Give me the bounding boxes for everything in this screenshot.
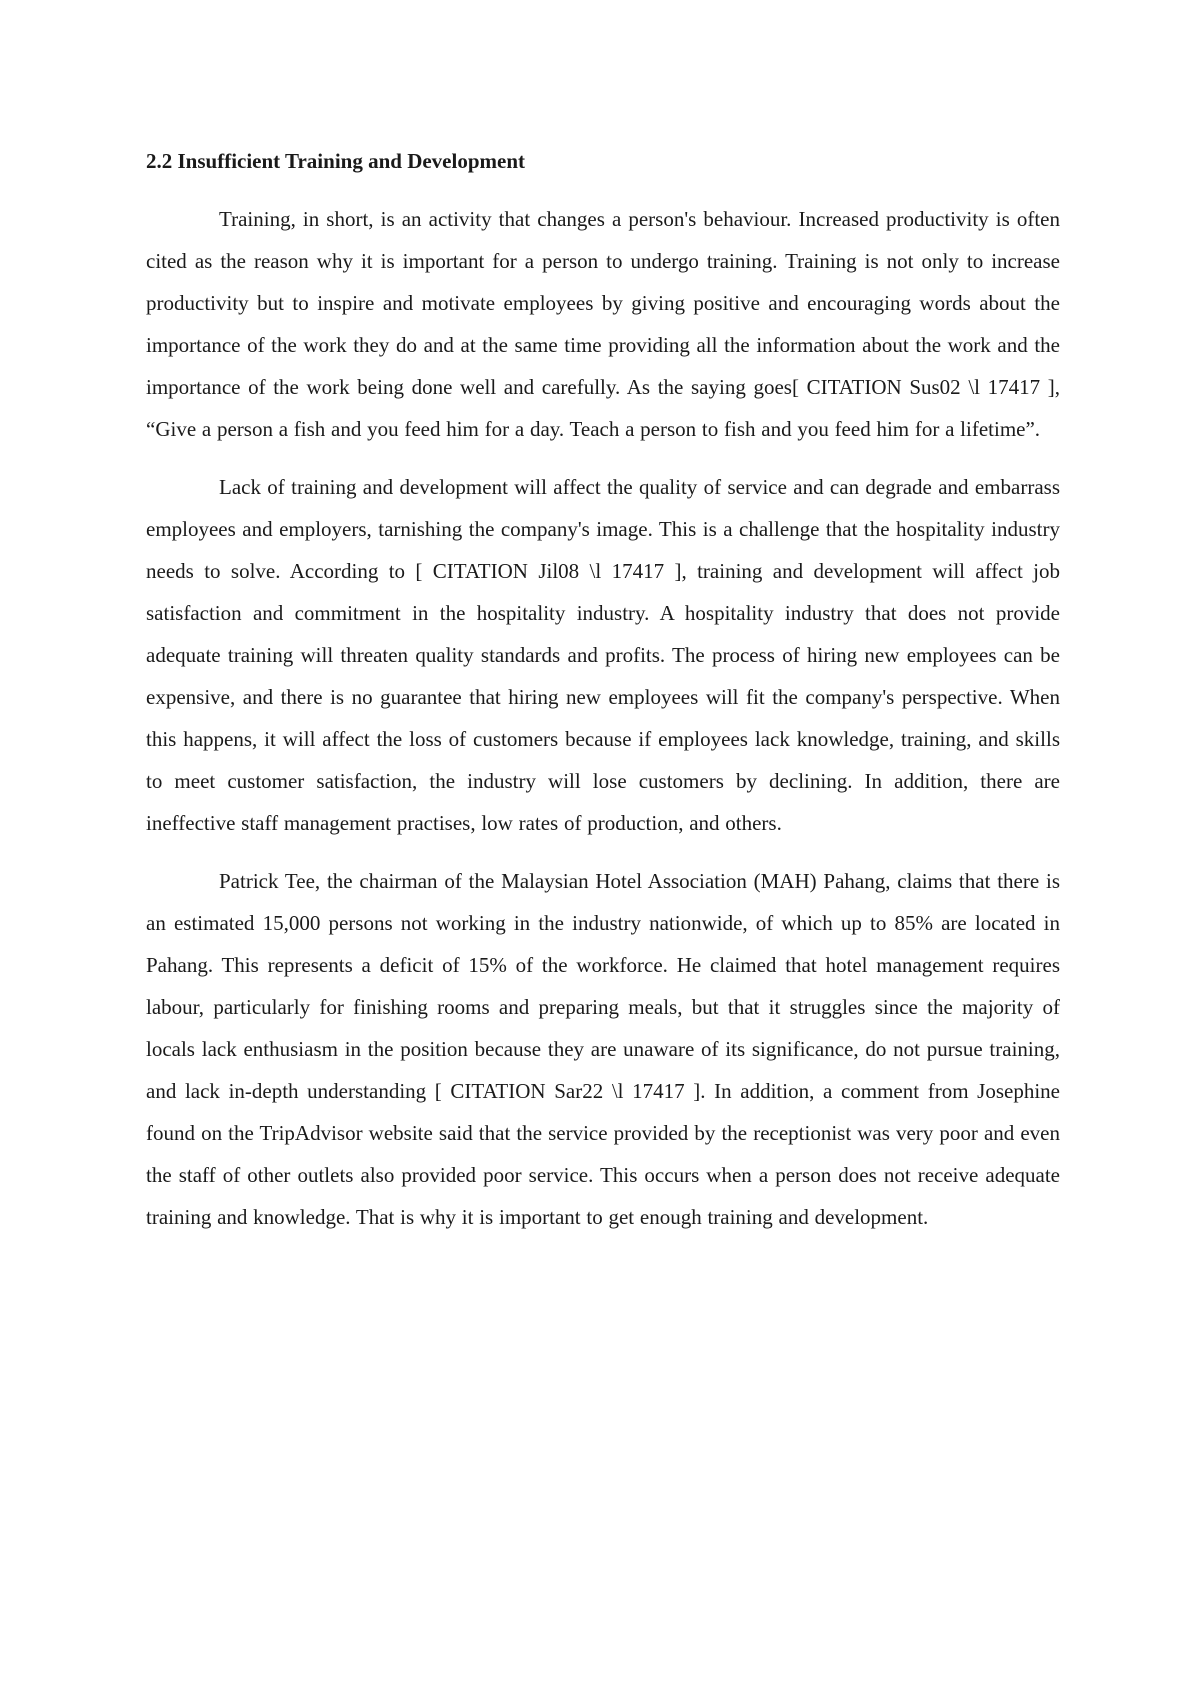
paragraph-1: Training, in short, is an activity that changes a person's behaviour. Increased productivity is often cited as the reason why it is important for a person to undergo training. Training is not only to increase productivity but to inspire and motivate employees by giving positive and encouraging words about the importance of the work they do and at the same time providing all the information about the work and the importance of the work being done well and carefully. As the saying goes[ CITATION Sus02 \l 17417 ], “Give a person a fish and you feed him for a day. Teach a person to fish and you feed him for a lifetime”. xyxy=(146,207,1060,441)
paragraph-2: Lack of training and development will affect the quality of service and can degrade and embarrass employees and employers, tarnishing the company's image. This is a challenge that the hospitality industry needs to solve. According to [ CITATION Jil08 \l 17417 ], training and development will affect job satisfaction and commitment in the hospitality industry. A hospitality industry that does not provide adequate training will threaten quality standards and profits. The process of hiring new employees can be expensive, and there is no guarantee that hiring new employees will fit the company's perspective. When this happens, it will affect the loss of customers because if employees lack knowledge, training, and skills to meet customer satisfaction, the industry will lose customers by declining. In addition, there are ineffective staff management practises, low rates of production, and others. xyxy=(146,475,1060,835)
paragraph-3: Patrick Tee, the chairman of the Malaysian Hotel Association (MAH) Pahang, claims that there is an estimated 15,000 persons not working in the industry nationwide, of which up to 85% are located in Pahang. This represents a deficit of 15% of the workforce. He claimed that hotel management requires labour, particularly for finishing rooms and preparing meals, but that it struggles since the majority of locals lack enthusiasm in the position because they are unaware of its significance, do not pursue training, and lack in-depth understanding [ CITATION Sar22 \l 17417 ]. In addition, a comment from Josephine found on the TripAdvisor website said that the service provided by the receptionist was very poor and even the staff of other outlets also provided poor service. This occurs when a person does not receive adequate training and knowledge. That is why it is important to get enough training and development. xyxy=(146,869,1060,1229)
section-heading: 2.2 Insufficient Training and Development xyxy=(146,149,526,173)
document-body xyxy=(146,140,1060,1254)
